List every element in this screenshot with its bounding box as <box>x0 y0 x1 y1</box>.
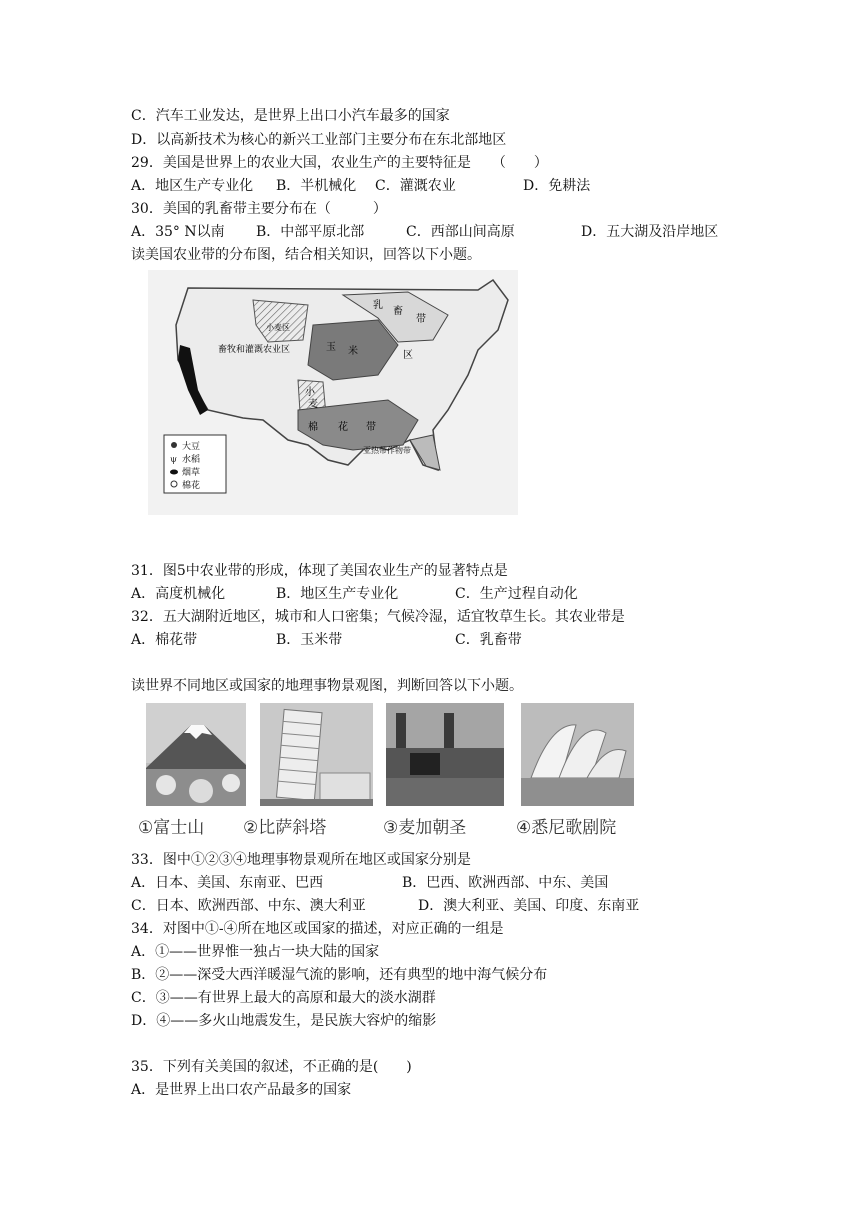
q32-option-a: A．棉花带 <box>131 632 198 648</box>
legend-item: 水稻 <box>182 455 201 465</box>
photos-intro: 读世界不同地区或国家的地理事物景观图，判断回答以下小题。 <box>131 678 523 694</box>
q30-option-b: B．中部平原北部 <box>256 224 365 240</box>
q33-option-d: D．澳大利亚、美国、印度、东南亚 <box>418 898 640 914</box>
belt-char: 区 <box>403 350 413 361</box>
us-agriculture-map <box>148 270 518 515</box>
q34-option-c: C．③——有世界上最大的高原和最大的淡水湖群 <box>131 990 436 1006</box>
option-line: D．以高新技术为核心的新兴工业部门主要分布在东北部地区 <box>131 132 507 148</box>
legend-item: 棉花 <box>182 481 201 491</box>
q30-option-c: C．西部山间高原 <box>406 224 515 240</box>
q33-option-c: C．日本、欧洲西部、中东、澳大利亚 <box>131 898 366 914</box>
belt-char: 带 <box>366 422 376 433</box>
belt-char: 带 <box>416 314 426 325</box>
belt-char: 亚热带作物带 <box>363 446 411 455</box>
q31-option-a: A．高度机械化 <box>131 586 226 602</box>
q33-option-a: A．日本、美国、东南亚、巴西 <box>131 875 324 891</box>
caption-4: ④悉尼歌剧院 <box>516 818 617 838</box>
photo-fuji <box>146 703 246 806</box>
photo-pisa <box>260 703 373 806</box>
q29-option-d: D．免耕法 <box>523 178 591 194</box>
belt-char: 小 <box>305 387 315 398</box>
legend-item: 大豆 <box>182 442 201 452</box>
q31-option-c: C．生产过程自动化 <box>455 586 578 602</box>
question-34: 34．对图中①-④所在地区或国家的描述，对应正确的一组是 <box>131 921 504 937</box>
q34-option-b: B．②——深受大西洋暖湿气流的影响，还有典型的地中海气候分布 <box>131 967 548 983</box>
q30-option-a: A．35° N以南 <box>131 224 225 240</box>
map-graphic <box>148 270 518 515</box>
belt-char: 乳 <box>373 300 383 311</box>
belt-char: 麦 <box>308 399 318 410</box>
q31-option-b: B．地区生产专业化 <box>276 586 399 602</box>
caption-2: ②比萨斜塔 <box>243 818 327 838</box>
legend-item: 烟草 <box>182 468 201 478</box>
question-32: 32．五大湖附近地区，城市和人口密集；气候冷湿，适宜牧草生长。其农业带是 <box>131 609 625 625</box>
q30-option-d: D．五大湖及沿岸地区 <box>581 224 719 240</box>
q29-option-b: B．半机械化 <box>276 178 357 194</box>
caption-3: ③麦加朝圣 <box>383 818 467 838</box>
belt-char: 棉 <box>308 422 318 433</box>
photo-mecca <box>386 703 504 806</box>
belt-char: 花 <box>338 422 348 433</box>
q33-option-b: B．巴西、欧洲西部、中东、美国 <box>402 875 609 891</box>
q32-option-c: C．乳畜带 <box>455 632 522 648</box>
option-line: C．汽车工业发达，是世界上出口小汽车最多的国家 <box>131 108 450 124</box>
question-30: 30．美国的乳畜带主要分布在（ ） <box>131 201 387 217</box>
q34-option-d: D．④——多火山地震发生，是民族大容炉的缩影 <box>131 1013 437 1029</box>
belt-char: 米 <box>348 346 358 357</box>
region-label: 畜牧和灌溉农业区 <box>218 345 291 355</box>
q34-option-a: A．①——世界惟一独占一块大陆的国家 <box>131 944 380 960</box>
question-33: 33．图中①②③④地理事物景观所在地区或国家分别是 <box>131 852 471 868</box>
small-region-label: 小麦区 <box>266 323 290 332</box>
rice-icon: ψ <box>170 455 178 465</box>
belt-char: 畜 <box>393 306 403 317</box>
q29-option-a: A．地区生产专业化 <box>131 178 254 194</box>
question-35: 35．下列有关美国的叙述，不正确的是( ) <box>131 1059 412 1075</box>
caption-1: ①富士山 <box>138 818 205 838</box>
photo-sydney <box>521 703 634 806</box>
question-31: 31．图5中农业带的形成，体现了美国农业生产的显著特点是 <box>131 563 508 579</box>
belt-char: 玉 <box>326 342 336 353</box>
q32-option-b: B．玉米带 <box>276 632 343 648</box>
map-intro: 读美国农业带的分布图，结合相关知识，回答以下小题。 <box>131 247 481 263</box>
q35-option-a: A．是世界上出口农产品最多的国家 <box>131 1082 352 1098</box>
question-29: 29．美国是世界上的农业大国，农业生产的主要特征是 （ ） <box>131 155 548 171</box>
q29-option-c: C．灌溉农业 <box>375 178 456 194</box>
